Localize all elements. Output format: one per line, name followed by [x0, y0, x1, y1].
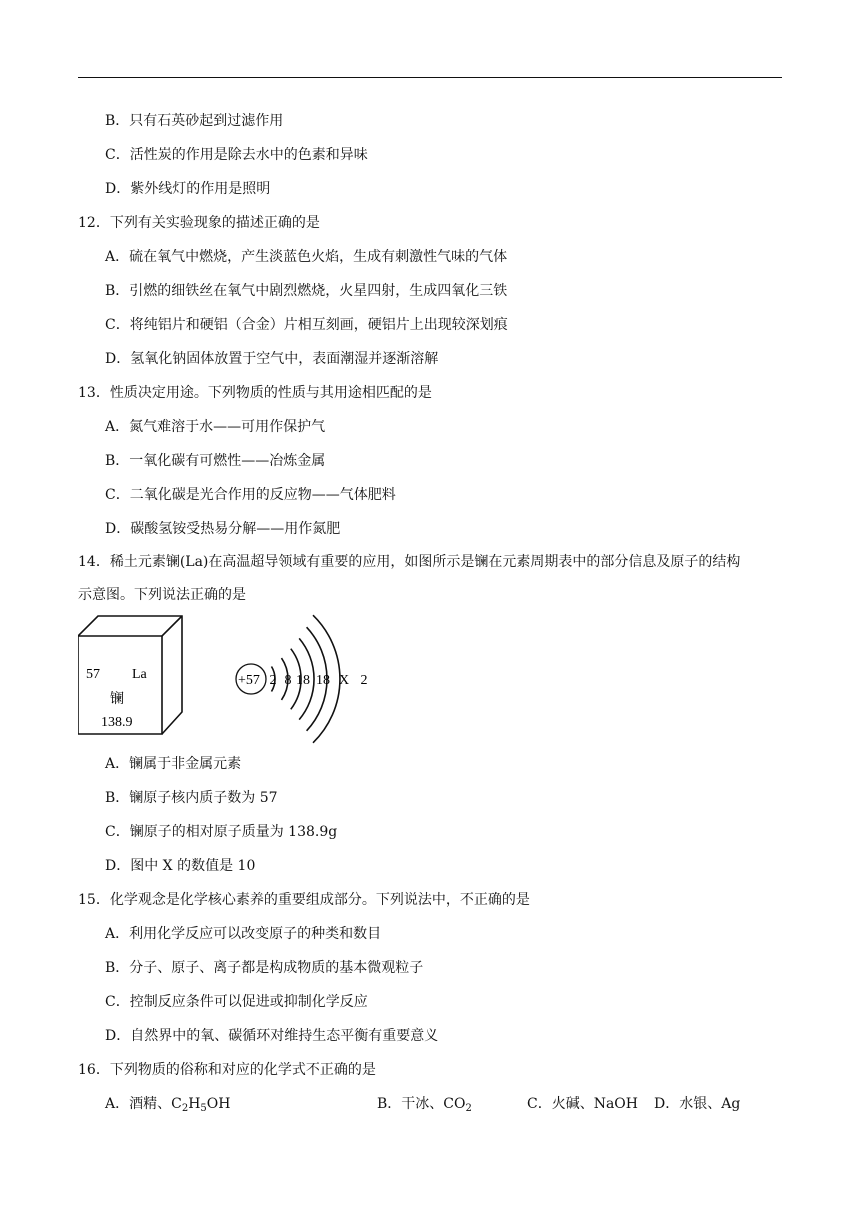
- shell-electron-count: 8: [284, 673, 292, 688]
- option-q13b: B．一氧化碳有可燃性——冶炼金属: [105, 453, 326, 469]
- option-q11d: D．紫外线灯的作用是照明: [105, 181, 271, 197]
- q16-option-3: D．水银、Ag: [654, 1096, 741, 1112]
- option-q15a: A．利用化学反应可以改变原子的种类和数目: [105, 926, 382, 942]
- option-q15b: B．分子、原子、离子都是构成物质的基本微观粒子: [105, 960, 424, 976]
- option-q11c: C．活性炭的作用是除去水中的色素和异味: [105, 147, 368, 163]
- option-q12a: A．硫在氧气中燃烧，产生淡蓝色火焰，生成有刺激性气味的气体: [105, 249, 508, 265]
- q16-option-2: C．火碱、NaOH: [527, 1096, 638, 1112]
- option-q15d: D．自然界中的氧、碳循环对维持生态平衡有重要意义: [105, 1028, 439, 1044]
- question-q15: 15．化学观念是化学核心素养的重要组成部分。下列说法中，不正确的是: [78, 892, 530, 908]
- shell-electron-count: 18: [316, 673, 330, 688]
- option-q12c: C．将纯铝片和硬铝（合金）片相互刻画，硬铝片上出现较深划痕: [105, 317, 508, 333]
- question-q14l2: 示意图。下列说法正确的是: [78, 587, 246, 603]
- option-q14d: D．图中 X 的数值是 10: [105, 858, 256, 874]
- option-q14b: B．镧原子核内质子数为 57: [105, 790, 278, 806]
- shell-electron-count: X: [338, 673, 350, 688]
- nucleus-charge: +57: [238, 673, 260, 688]
- option-q11b: B．只有石英砂起到过滤作用: [105, 113, 284, 129]
- option-q13c: C．二氧化碳是光合作用的反应物——气体肥料: [105, 487, 396, 503]
- option-q14a: A．镧属于非金属元素: [105, 756, 242, 772]
- periodic-cell: [78, 616, 182, 734]
- shell-electron-count: 2: [360, 673, 368, 688]
- header-rule: [78, 77, 782, 78]
- option-q13d: D．碳酸氢铵受热易分解——用作氮肥: [105, 521, 341, 537]
- q16-option-1: B．干冰、$CO_2$: [377, 1096, 472, 1114]
- shell-electron-count: 2: [269, 673, 277, 688]
- option-q13a: A．氮气难溶于水——可用作保护气: [105, 419, 326, 435]
- atomic-structure-diagram: [236, 615, 368, 743]
- question-q14l1: 14．稀土元素镧(La)在高温超导领域有重要的应用，如图所示是镧在元素周期表中的部分信息及原子的结构: [78, 554, 741, 570]
- element-symbol: La: [132, 667, 147, 682]
- question-q16: 16．下列物质的俗称和对应的化学式不正确的是: [78, 1062, 376, 1078]
- option-q15c: C．控制反应条件可以促进或抑制化学反应: [105, 994, 368, 1010]
- option-q12d: D．氢氧化钠固体放置于空气中，表面潮湿并逐渐溶解: [105, 351, 439, 367]
- lanthanum-figure: [78, 612, 368, 748]
- shell-electron-count: 18: [296, 673, 310, 688]
- question-q12: 12．下列有关实验现象的描述正确的是: [78, 215, 320, 231]
- question-q13: 13．性质决定用途。下列物质的性质与其用途相匹配的是: [78, 385, 432, 401]
- option-q12b: B．引燃的细铁丝在氧气中剧烈燃烧，火星四射，生成四氧化三铁: [105, 283, 508, 299]
- atomic-mass: 138.9: [101, 715, 133, 730]
- option-q14c: C．镧原子的相对原子质量为 138.9g: [105, 824, 338, 840]
- q16-option-0: A．酒精、$C_2H_5OH$: [105, 1096, 231, 1114]
- element-name: 镧: [110, 691, 124, 707]
- atomic-number: 57: [86, 667, 100, 682]
